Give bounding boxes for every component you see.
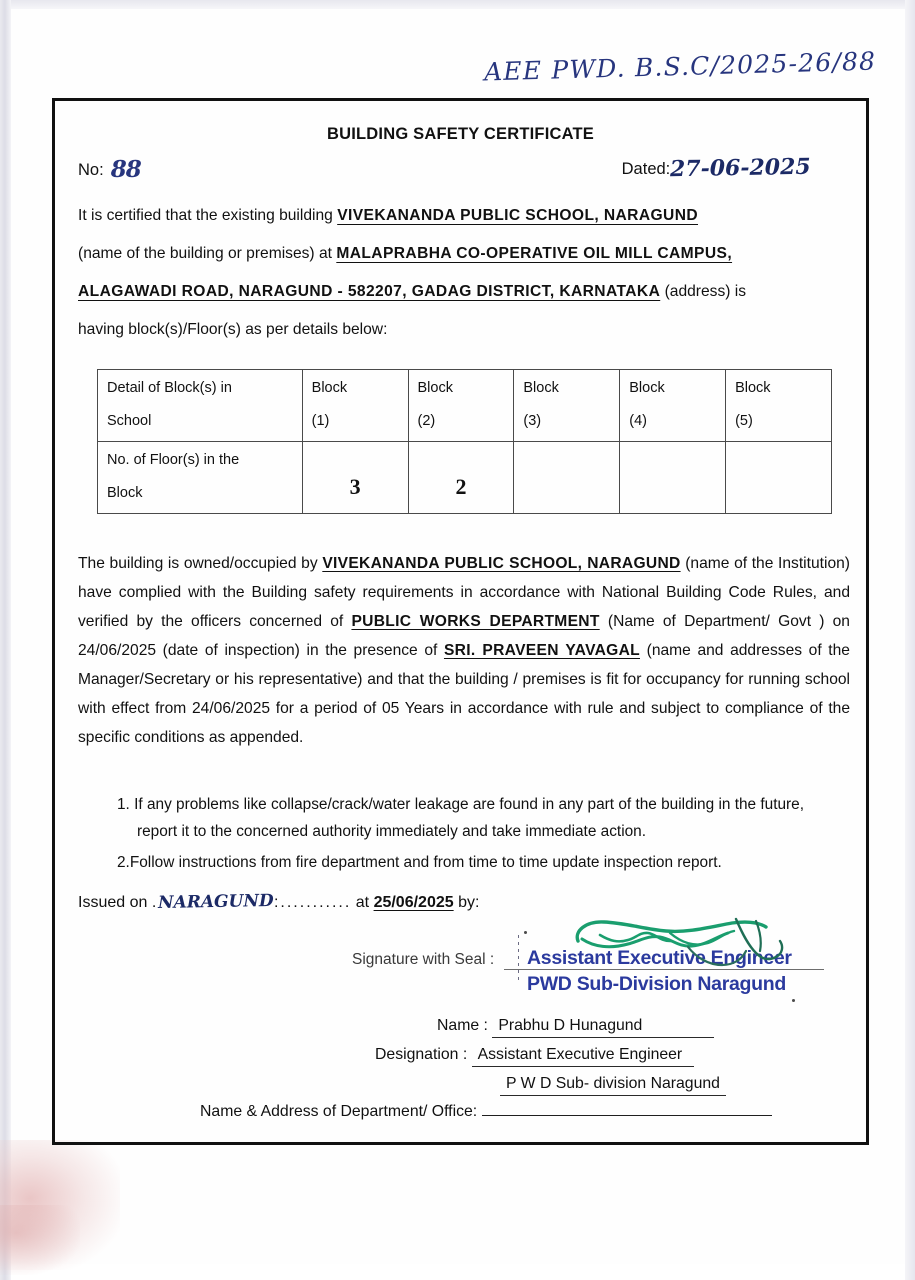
block-5-line2: (5) [735, 413, 753, 429]
table-cell-floors-block-5 [726, 442, 832, 514]
issued-prefix: Issued on [78, 894, 148, 911]
department-address-field-row [200, 1103, 772, 1121]
table-cell-floors-block-2 [408, 442, 514, 514]
official-seal-stamp [527, 945, 792, 997]
table-row-block-headers [98, 370, 832, 442]
address-line1-fill: MALAPRABHA CO-OPERATIVE OIL MILL CAMPUS, [336, 245, 733, 262]
note-2-number: 2. [117, 854, 130, 871]
floors-label-line1: No. of Floor(s) in the [107, 452, 240, 468]
intro-text-3: (address) is [664, 283, 747, 300]
block-3-line2: (3) [523, 413, 542, 429]
address-line2-fill: ALAGAWADI ROAD, NARAGUND - 582207, GADAG DISTRICT, KARNATAKA [78, 283, 661, 300]
name-field-row [437, 1017, 714, 1038]
handwritten-file-reference: AEE PWD. B.S.C/2025-26/88 [483, 46, 877, 87]
signature-with-seal-row [352, 929, 852, 1007]
intro-text-1: It is certified that the existing building [78, 207, 333, 224]
floor-count-block-2: 2 [455, 474, 467, 499]
block-4-line2: (4) [629, 413, 647, 429]
office-subdivision-row [500, 1075, 726, 1096]
floors-label-line2: Block [107, 485, 143, 501]
designation-field-row [375, 1046, 694, 1067]
blocks-detail-table [97, 369, 832, 514]
block-2-line2: (2) [417, 413, 436, 429]
name-field-value: Prabhu D Hunagund [492, 1017, 714, 1038]
designation-field-value: Assistant Executive Engineer [472, 1046, 694, 1067]
scan-edge-top [0, 0, 915, 9]
ink-speck [792, 999, 795, 1002]
block-3-line1: Block [523, 380, 559, 396]
seal-line-1: Assistant Executive Engineer [527, 947, 792, 969]
name-field-label: Name : [437, 1017, 488, 1034]
block-2-line1: Block [417, 380, 453, 396]
table-cell-block-4 [620, 370, 726, 442]
office-subdivision-value: P W D Sub- division Naragund [500, 1075, 726, 1096]
scan-edge-left [0, 0, 11, 1280]
block-1-line1: Block [311, 380, 348, 396]
building-name-fill: VIVEKANANDA PUBLIC SCHOOL, NARAGUND [337, 207, 699, 224]
list-item [117, 791, 842, 845]
list-item [117, 849, 842, 876]
certificate-date-value: 27-06-2025 [670, 153, 812, 183]
ink-speck [524, 931, 527, 934]
seal-line-2: PWD Sub-Division Naragund [527, 973, 787, 995]
table-cell-floors-block-1 [302, 442, 408, 514]
page-title: BUILDING SAFETY CERTIFICATE [327, 125, 594, 143]
issued-dots-after: :........... [273, 894, 352, 911]
department-address-value [482, 1113, 772, 1116]
issued-by-label: by: [458, 894, 480, 911]
intro-text-4: having block(s)/Floor(s) as per details below: [78, 321, 388, 338]
designation-field-label: Designation : [375, 1046, 468, 1063]
table-cell-floors-label [98, 442, 303, 514]
issued-place-handwritten: NARAGUND [158, 890, 275, 914]
seal-dotted-guide [518, 935, 519, 983]
table-cell-block-2 [408, 370, 514, 442]
floor-count-block-1: 3 [349, 474, 361, 499]
table-cell-block-5 [726, 370, 832, 442]
body-text-4: (name and addresses of the Manager/Secretary or his representative) and that the building / premises is fit for occupancy for running school with effect from 24/06/2025 for a period of 05 Years in accordance with rule and subject to compliance of the specific conditions as appended. [78, 642, 850, 746]
certification-body-paragraph [78, 549, 850, 752]
body-text-1: The building is owned/occupied by [78, 555, 318, 572]
representative-name-fill: SRI. PRAVEEN YAVAGAL [443, 642, 640, 659]
department-address-label: Name & Address of Department/ Office: [200, 1103, 478, 1120]
intro-paragraph [78, 197, 850, 349]
body-text-3: (Name of Department/ Govt ) on 24/06/2025 (date of inspection) in the presence of [78, 613, 850, 659]
certificate-date-row [621, 153, 812, 183]
table-cell-detail-label [98, 370, 303, 442]
intro-text-2: (name of the building or premises) at [78, 245, 332, 262]
institution-name-fill: VIVEKANANDA PUBLIC SCHOOL, NARAGUND [322, 555, 681, 572]
table-cell-block-3 [514, 370, 620, 442]
block-4-line1: Block [629, 380, 665, 396]
scan-edge-right [905, 0, 915, 1280]
table-row-floor-counts [98, 442, 832, 514]
certificate-border-box [52, 98, 869, 1145]
issued-date-value: 25/06/2025 [373, 894, 454, 911]
table-cell-floors-block-3 [514, 442, 620, 514]
block-5-line1: Block [735, 380, 771, 396]
note-1-number: 1. [117, 796, 130, 813]
issued-on-line [78, 892, 479, 912]
certificate-date-label: Dated: [621, 160, 671, 178]
detail-label-line1: Detail of Block(s) in [107, 380, 232, 396]
issued-dots-before: . [151, 894, 159, 911]
detail-label-line2: School [107, 413, 152, 429]
note-2-text: Follow instructions from fire department and from time to time update inspection report. [129, 854, 722, 871]
body-text-2: (name of the Institution) have complied with the Building safety requirements in accordance with National Building Code Rules, and verified by the officers concerned of [78, 555, 850, 630]
note-1-text: If any problems like collapse/crack/water leakage are found in any part of the building in the future, report it to the concerned authority immediately and take immediate action. [134, 796, 805, 840]
signature-label: Signature with Seal : [352, 951, 495, 968]
table-cell-floors-block-4 [620, 442, 726, 514]
issued-at-label: at [355, 894, 370, 911]
table-cell-block-1 [302, 370, 408, 442]
certificate-number-value: 88 [110, 156, 141, 183]
certificate-number-label: No: [78, 161, 104, 179]
certificate-number-row [78, 154, 141, 181]
department-name-fill: PUBLIC WORKS DEPARTMENT [351, 613, 600, 630]
block-1-line2: (1) [311, 413, 330, 429]
